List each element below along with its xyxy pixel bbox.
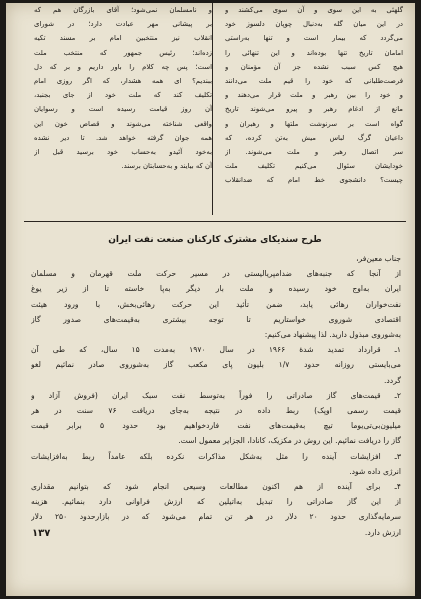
column-divider: [212, 3, 213, 215]
column-line: همه جوان گرفته خواهد شد. تا دیر نشده: [34, 133, 212, 142]
scanned-page: [6, 3, 415, 596]
column-line: آن که بیایند و به‌حسابتان برسند.: [121, 162, 212, 171]
column-line: در این میان گله به‌دنبال چوپان دلسوز خود: [225, 20, 403, 29]
body-line: ارزش دارد.: [364, 527, 401, 537]
body-line: نفت‌خواران رهائی یابد، ضمن تأئید این حرکت رهائی‌بخش، با ورود هیئت: [31, 299, 401, 309]
body-line: ایران به‌اوج خود رسیده و ملت بار دیگر به‌پا خاسته تا از زیر یوغ: [31, 284, 401, 294]
column-line: تکلیف کند که ملت خود از جای بجنبد،: [34, 91, 212, 100]
column-line: چیست؟ دانشجوی خط امام که ضدانقلاب: [225, 176, 403, 185]
body-line: گردد.: [384, 375, 401, 385]
column-line: خودایشان سئوال می‌کنیم تکلیف ملت: [225, 162, 403, 171]
column-line: می‌گردد که بیمار است و تنها به‌راستی: [225, 34, 403, 43]
column-line: آن روز قیامت رسیده است و رسوایان: [34, 105, 212, 114]
column-line: گواه است بر سرنوشت ملتها و رهبران و: [225, 119, 403, 128]
column-line: گلهئی به این سوی و آن سوی می‌کشند و: [225, 6, 403, 14]
article-title: طرح سندیکای مشترک کارکنان صنعت نفت ایران: [108, 235, 322, 245]
column-line: داعیان گرگ لباس میش به‌تن کرده، که: [225, 133, 403, 142]
column-line: زده‌اند؛ رئیس جمهور که منتخب ملت: [34, 48, 212, 57]
body-line: می‌بایستی روزانه حدود ۱/۷ بلیون پای مکعب گاز به‌شوروی صادر نمائیم لغو: [31, 360, 401, 370]
column-line: انقلاب نیز منتخبین امام بر مسند تکیه: [34, 34, 212, 43]
section-rule: [24, 221, 406, 222]
left-column: [34, 3, 212, 173]
article-body: [31, 251, 401, 540]
body-line: اقتصادی شوروی خواستاریم تا توجه بیشتری به‌قیمت‌های صدور گاز: [31, 314, 401, 324]
column-line: و نامسلمان نمی‌شود؛ آقای بازرگان هم که: [34, 6, 212, 14]
column-line: ببندیم؟ ای همه هشدار، که اگر روزی امام: [34, 77, 212, 86]
body-line: گاز را دریافت نمائیم. این روش در مکزیک، کانادا، الجزایر معمول است.: [178, 436, 401, 446]
body-line: ۱ـ قرارداد تمدید شدهٔ ۱۹۶۶ در سال ۱۹۷۰ به‌مدت ۱۵ سال، که طی آن: [31, 345, 401, 355]
column-line: بر پیشانی مهر عبادت دارد؛ در شورای: [34, 20, 212, 29]
column-line: فرصت‌طلبانی که خود را قیم ملت می‌دانند: [225, 77, 403, 86]
column-line: سر اتصال رهبر و ملت می‌شوند. از: [225, 148, 403, 157]
body-line: ۳ـ افزایشات آینده را مثل به‌شکل مذاکرات نکرده بلکه عامداً ربط به‌افزایشات: [31, 451, 401, 461]
column-line: به‌خود آئیدو به‌حساب خود برسید قبل از: [34, 148, 212, 157]
column-line: امامان تاریخ تنها بوده‌اند و این تنهائی را: [225, 48, 403, 57]
body-line: میلیون‌بی‌تی‌یو‌ما تیچ به‌قیمت‌های نفت فاردخواهیم بود حدود ۵ برابر قیمت: [31, 421, 401, 431]
column-line: است؛ پس چه کلام را باور داریم و بر که دل: [34, 62, 212, 71]
column-line: مانع از ادغام رهبر و پیرو می‌شوند تاریخ: [225, 105, 403, 114]
body-line: قیمت رسمی اوپک) ربط داده در نتیجه به‌جای دریافت ۷۶ سنت در هر: [31, 406, 401, 416]
column-line: و خود را بین رهبر و ملت قرار می‌دهند و: [225, 91, 403, 100]
body-line: به‌شوروی مبذول دارید. لذا پیشنهاد می‌کنیم:: [264, 330, 401, 340]
body-line: انرژی داده شود.: [349, 466, 401, 476]
salutation: جناب معین‌فر،: [356, 254, 401, 263]
body-line: از این گاز صادراتی را تبدیل به‌اتیلین که ارزش فراوانی دارد بنمائیم. هزینه: [31, 497, 401, 507]
body-line: سرمایه‌گذاری حدود ۲۰ دلار در هر تن تمام می‌شود که در بازارحدود ۲۵۰ دلار: [31, 512, 401, 522]
column-line: هیچ کس سبب نشده جز آن مؤمنان و: [225, 62, 403, 71]
body-line: ۴ـ برای آینده از هم اکنون مطالعات وسیعی انجام شود که بتوانیم مقداری: [31, 482, 401, 492]
body-line: ۲ـ قیمت‌های گاز صادراتی را فوراً به‌توسط نفت سبک ایران (فروش آزاد و: [31, 390, 401, 400]
column-line: واقعی شناخته می‌شوند و قصاص خون این: [34, 119, 212, 128]
right-column: [225, 3, 403, 188]
page-number: ۱۳۷: [32, 528, 51, 539]
body-line: از آنجا که جنبه‌های ضدامپریالیستی در مسیر حرکت ملت قهرمان و مسلمان: [31, 269, 401, 279]
